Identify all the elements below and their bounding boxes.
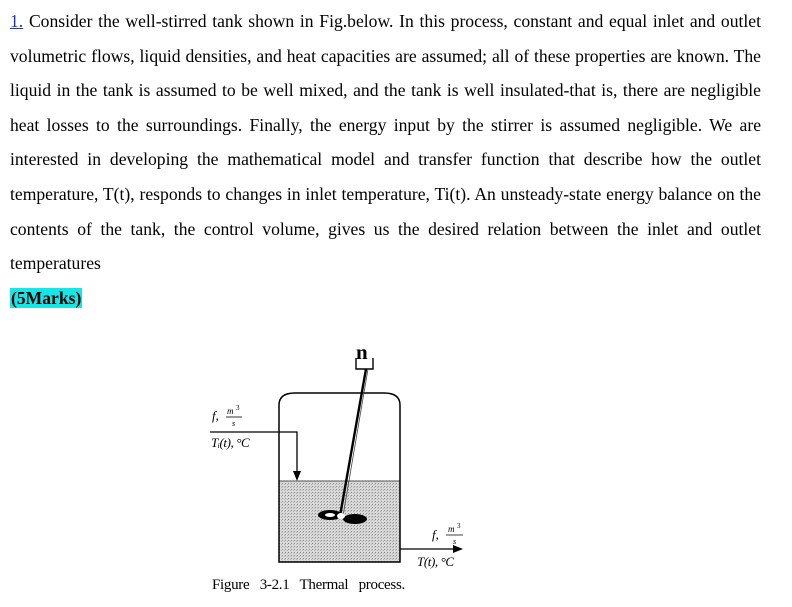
outlet-flow-label: f, — [432, 527, 439, 542]
outlet-units-numerator: m — [448, 524, 455, 534]
outlet-units-denominator: s — [453, 537, 457, 546]
outlet-arrow-icon — [453, 545, 463, 553]
outlet-units-exponent: 3 — [457, 522, 461, 530]
tank-liquid — [279, 481, 400, 562]
stirrer-label: n — [356, 340, 368, 364]
figure-caption: Figure 3-2.1 Thermal process. — [212, 577, 405, 593]
inlet-flow-label: f, — [212, 408, 219, 423]
inlet-units-exponent: 3 — [236, 404, 240, 412]
question-text: Consider the well-stirred tank shown in Fig.below. In this process, constant and equal inlet and outlet volumetric flows, liquid densities, and heat capacities are assumed; all of these properties are known. The liquid in the tank is assumed to be well mixed, and the tank is well insulated-that is, there are negligible heat losses to the surroundings. Finally, the energy input by the stirrer is assumed negligible. We are interested in developing the mathematical model and transfer function that describe how the outlet temperature, T(t), responds to changes in inlet temperature, Ti(t). An unsteady-state energy balance on the contents of the tank, the control volume, gives us the desired relation between the inlet and outlet temperatures — [10, 11, 762, 274]
inlet-arrow-icon — [293, 471, 301, 481]
inlet-units-denominator: s — [232, 419, 236, 428]
inlet-units-numerator: m — [227, 406, 234, 416]
inlet-temp-label: Tᵢ(t), °C — [211, 435, 250, 450]
question-number[interactable]: 1. — [10, 11, 24, 31]
outlet-temp-label: T(t), °C — [417, 554, 454, 569]
marks-badge: (5Marks) — [11, 287, 82, 308]
